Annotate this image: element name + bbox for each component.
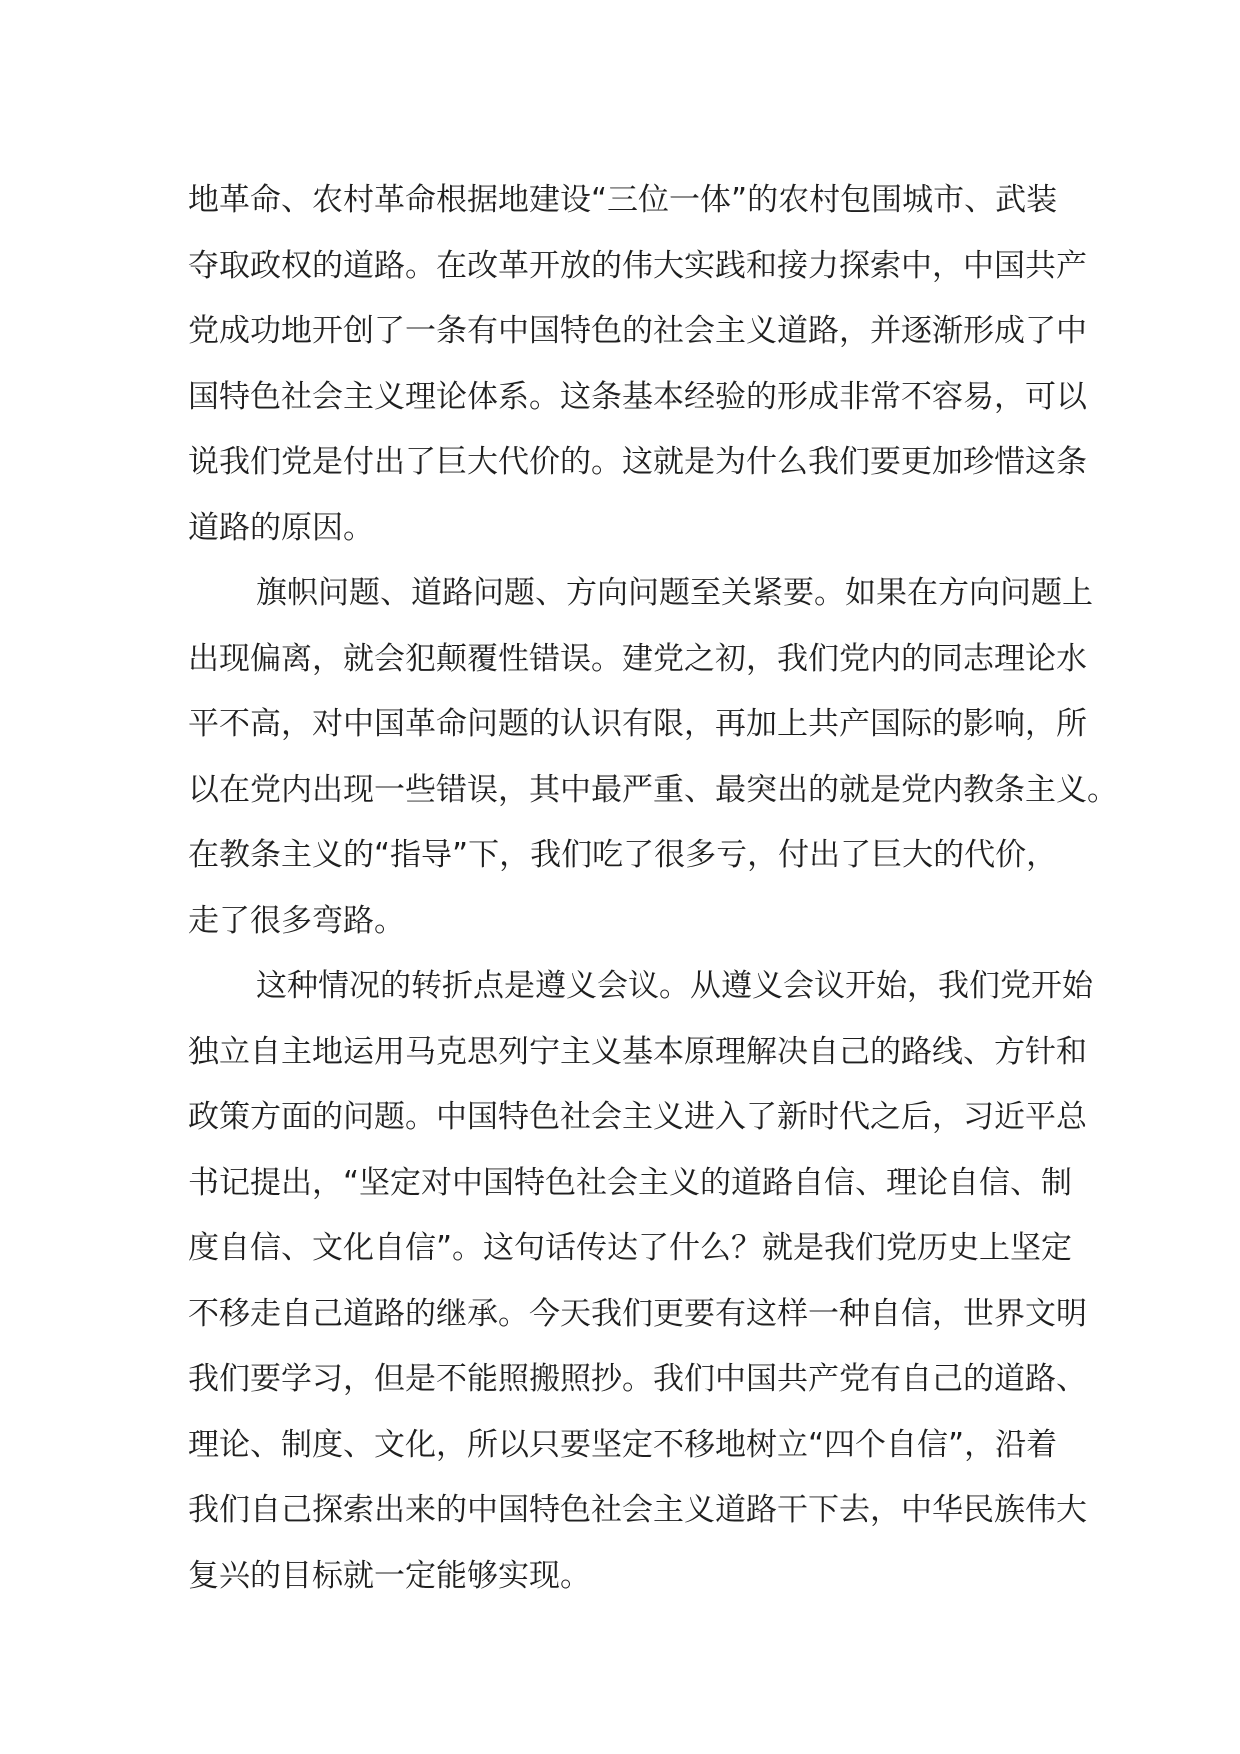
text-line: 理论、制度、文化，所以只要坚定不移地树立“四个自信”，沿着 (188, 1426, 1058, 1463)
document-body (188, 168, 1118, 1609)
text-line: 度自信、文化自信”。这句话传达了什么？就是我们党历史上坚定 (188, 1230, 1073, 1266)
text-line: 道路的原因。 (188, 509, 374, 546)
text-line: 我们要学习，但是不能照搬照抄。我们中国共产党有自己的道路、 (188, 1361, 1087, 1397)
text-line: 夺取政权的道路。在改革开放的伟大实践和接力探索中，中国共产 (188, 247, 1087, 284)
text-line: 出现偏离，就会犯颠覆性错误。建党之初，我们党内的同志理论水 (188, 640, 1087, 677)
text-line: 书记提出，“坚定对中国特色社会主义的道路自信、理论自信、制 (188, 1164, 1073, 1201)
text-line: 说我们党是付出了巨大代价的。这就是为什么我们要更加珍惜这条 (188, 444, 1087, 480)
text-line: 在教条主义的“指导”下，我们吃了很多亏，付出了巨大的代价， (188, 837, 1058, 873)
text-line: 政策方面的问题。中国特色社会主义进入了新时代之后，习近平总 (188, 1099, 1087, 1135)
text-line: 平不高，对中国革命问题的认识有限，再加上共产国际的影响，所 (188, 706, 1087, 742)
text-line: 我们自己探索出来的中国特色社会主义道路干下去，中华民族伟大 (188, 1492, 1087, 1528)
text-line: 以在党内出现一些错误，其中最严重、最突出的就是党内教条主义。 (188, 771, 1118, 808)
text-line: 独立自主地运用马克思列宁主义基本原理解决自己的路线、方针和 (188, 1033, 1087, 1070)
text-line: 国特色社会主义理论体系。这条基本经验的形成非常不容易，可以 (188, 378, 1087, 415)
paragraph-start-line: 旗帜问题、道路问题、方向问题至关紧要。如果在方向问题上 (256, 575, 1093, 611)
text-line: 复兴的目标就一定能够实现。 (188, 1557, 591, 1594)
text-line: 地革命、农村革命根据地建设“三位一体”的农村包围城市、武装 (188, 182, 1058, 218)
paragraph-start-line: 这种情况的转折点是遵义会议。从遵义会议开始，我们党开始 (256, 968, 1093, 1004)
text-line: 不移走自己道路的继承。今天我们更要有这样一种自信，世界文明 (188, 1295, 1087, 1332)
text-line: 党成功地开创了一条有中国特色的社会主义道路，并逐渐形成了中 (188, 313, 1087, 349)
text-line: 走了很多弯路。 (188, 902, 405, 939)
